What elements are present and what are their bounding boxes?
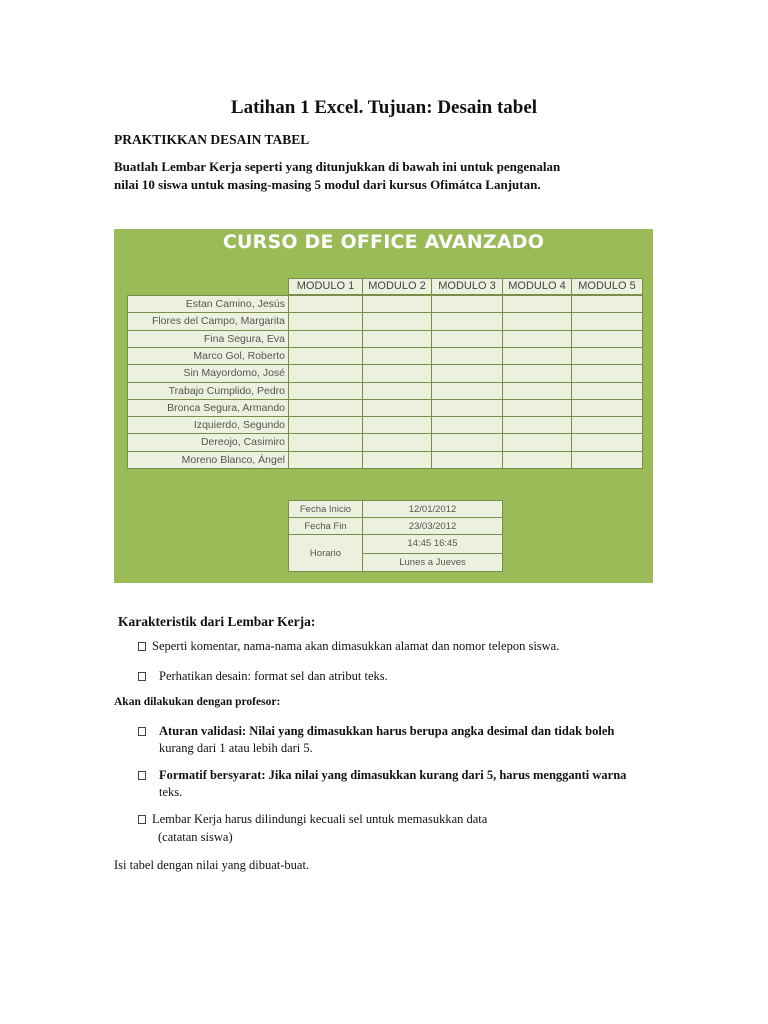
validation-rest-text: kurang dari 1 atau lebih dari 5.: [159, 741, 313, 755]
grade-cell: [571, 330, 643, 348]
student-name-cell: Trabajo Cumplido, Pedro: [127, 382, 289, 400]
spreadsheet-image: [114, 229, 653, 583]
grade-cell: [502, 433, 572, 452]
grade-cell: [288, 364, 363, 383]
grade-cell: [502, 382, 572, 400]
grade-cell: [362, 330, 432, 348]
grade-cell: [288, 451, 363, 469]
student-name-cell: Sin Mayordomo, José: [127, 364, 289, 383]
intro-paragraph: [114, 158, 560, 194]
bullet-design: [138, 668, 388, 685]
student-name-cell: Marco Gol, Roberto: [127, 347, 289, 365]
intro-line-1: Buatlah Lembar Kerja seperti yang ditunjukkan di bawah ini untuk pengenalan: [114, 159, 561, 174]
horario-time: 14:45 16:45: [362, 534, 503, 554]
fill-instruction: Isi tabel dengan nilai yang dibuat-buat.: [114, 858, 310, 872]
checkbox-glyph-icon: [138, 771, 146, 780]
grade-cell: [502, 364, 572, 383]
bullet-validation: [138, 723, 615, 755]
grade-cell: [288, 312, 363, 331]
fecha-fin-label: Fecha Fin: [288, 517, 363, 535]
grade-cell: [571, 382, 643, 400]
professor-heading: Akan dilakukan dengan profesor:: [114, 696, 281, 708]
grade-cell: [502, 416, 572, 434]
grade-cell: [431, 451, 503, 469]
grade-cell: [362, 347, 432, 365]
grade-cell: [362, 399, 432, 417]
grade-cell: [431, 382, 503, 400]
grade-cell: [362, 364, 432, 383]
grade-cell: [571, 399, 643, 417]
grade-cell: [362, 433, 432, 452]
grade-cell: [502, 451, 572, 469]
grade-cell: [571, 347, 643, 365]
validation-bold-text: Aturan validasi: Nilai yang dimasukkan harus berupa angka desimal dan tidak boleh: [159, 724, 615, 738]
characteristics-heading: Karakteristik dari Lembar Kerja:: [118, 614, 316, 629]
grade-cell: [362, 451, 432, 469]
module-header: MODULO 3: [431, 278, 503, 295]
grade-cell: [571, 364, 643, 383]
module-header: MODULO 5: [571, 278, 643, 295]
grade-cell: [288, 347, 363, 365]
student-name-cell: Flores del Campo, Margarita: [127, 312, 289, 331]
grade-cell: [571, 433, 643, 452]
student-name-cell: Estan Camino, Jesús: [127, 295, 289, 313]
bullet-conditional-format: [138, 767, 627, 799]
fecha-fin-value: 23/03/2012: [362, 517, 503, 535]
grade-cell: [362, 312, 432, 331]
format-rest-text: teks.: [159, 785, 183, 799]
section-subtitle: PRAKTIKKAN DESAIN TABEL: [114, 132, 310, 147]
grade-cell: [431, 416, 503, 434]
grade-cell: [288, 399, 363, 417]
grade-cell: [571, 312, 643, 331]
checkbox-glyph-icon: [138, 727, 146, 736]
grade-cell: [431, 347, 503, 365]
horario-label: Horario: [288, 534, 363, 572]
grade-cell: [431, 364, 503, 383]
grade-cell: [431, 399, 503, 417]
student-name-cell: Moreno Blanco, Ángel: [127, 451, 289, 469]
grade-cell: [362, 382, 432, 400]
sheet-title: CURSO DE OFFICE AVANZADO: [222, 231, 545, 253]
bullet-validation-text: [159, 723, 614, 757]
bullet-text: Seperti komentar, nama-nama akan dimasukkan alamat dan nomor telepon siswa.: [152, 639, 560, 653]
grade-cell: [502, 347, 572, 365]
horario-days: Lunes a Jueves: [362, 553, 503, 572]
grade-cell: [502, 312, 572, 331]
bullet-comments: [138, 638, 559, 655]
protect-line-2: (catatan siswa): [158, 830, 233, 844]
fecha-inicio-value: 12/01/2012: [362, 500, 503, 518]
grade-cell: [288, 382, 363, 400]
grade-cell: [288, 416, 363, 434]
format-bold-text: Formatif bersyarat: Jika nilai yang dimasukkan kurang dari 5, harus mengganti warna: [159, 768, 627, 782]
student-name-cell: Dereojo, Casimiro: [127, 433, 289, 452]
grade-cell: [502, 330, 572, 348]
checkbox-glyph-icon: [138, 815, 146, 824]
intro-line-2: nilai 10 siswa untuk masing-masing 5 modul dari kursus Ofimátca Lanjutan.: [114, 177, 541, 192]
student-name-cell: Izquierdo, Segundo: [127, 416, 289, 434]
bullet-protection: [138, 811, 488, 844]
grade-cell: [571, 295, 643, 313]
grade-cell: [431, 433, 503, 452]
grade-cell: [502, 295, 572, 313]
protect-line-1: Lembar Kerja harus dilindungi kecuali sel untuk memasukkan data: [152, 812, 488, 826]
grade-cell: [431, 330, 503, 348]
grade-cell: [571, 416, 643, 434]
checkbox-glyph-icon: [138, 672, 146, 681]
bullet-format-text: [159, 767, 626, 801]
student-name-cell: Bronca Segura, Armando: [127, 399, 289, 417]
student-name-cell: Fina Segura, Eva: [127, 330, 289, 348]
grade-cell: [288, 433, 363, 452]
grade-cell: [288, 295, 363, 313]
bullet-text: Perhatikan desain: format sel dan atribut teks.: [159, 669, 388, 683]
grade-cell: [571, 451, 643, 469]
module-header: MODULO 4: [502, 278, 572, 295]
checkbox-glyph-icon: [138, 642, 146, 651]
module-header: MODULO 2: [362, 278, 432, 295]
page-title: Latihan 1 Excel. Tujuan: Desain tabel: [230, 97, 538, 118]
grade-cell: [431, 295, 503, 313]
fecha-inicio-label: Fecha Inicio: [288, 500, 363, 518]
grade-cell: [502, 399, 572, 417]
grade-cell: [362, 295, 432, 313]
grade-cell: [288, 330, 363, 348]
grade-cell: [362, 416, 432, 434]
module-header: MODULO 1: [288, 278, 363, 295]
grade-cell: [431, 312, 503, 331]
